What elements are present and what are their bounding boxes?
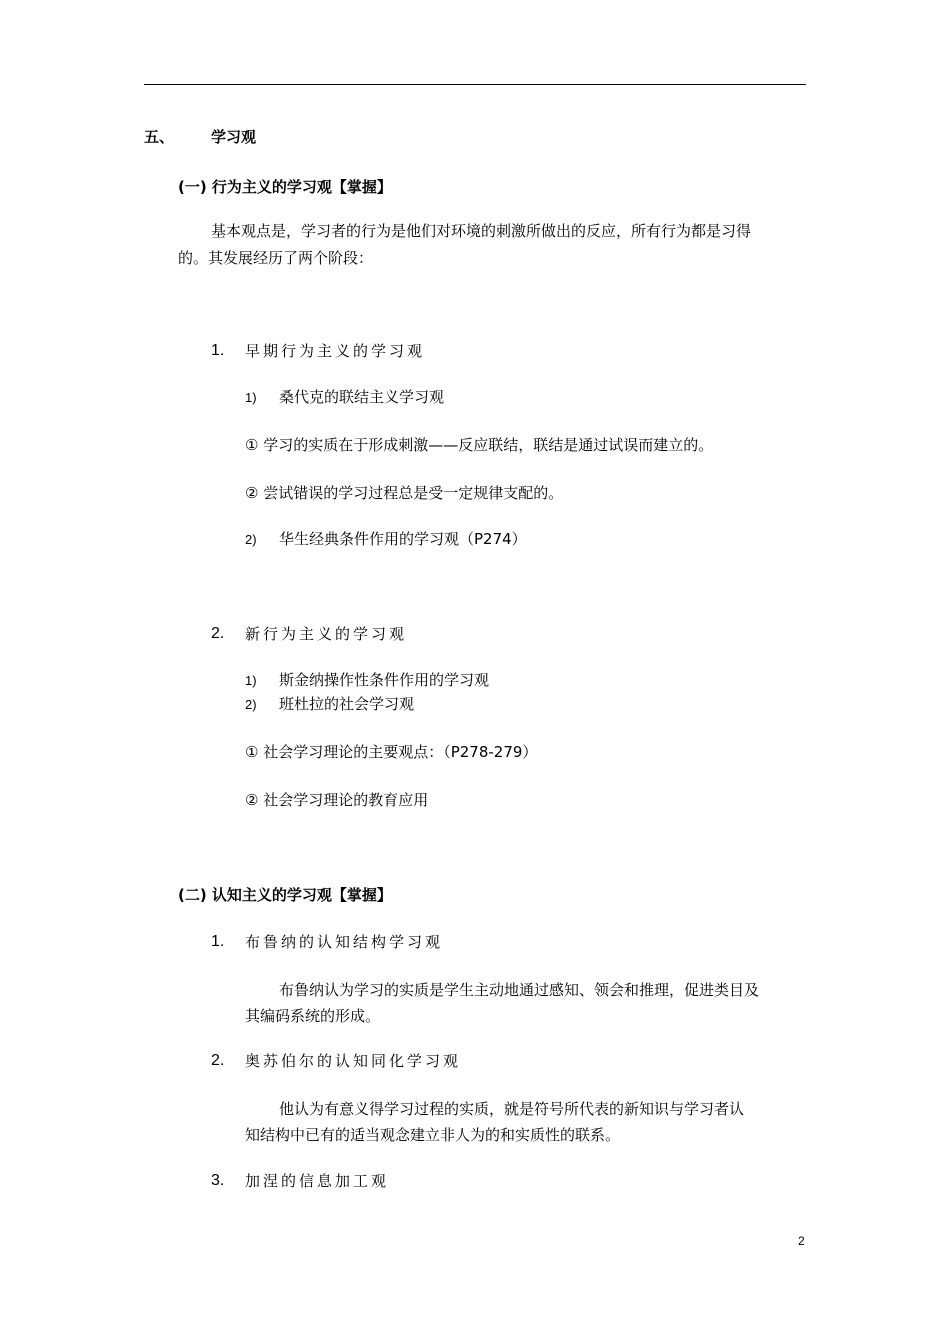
part1-item2-sub1-number: 1) — [245, 673, 257, 688]
part2-heading: (二) 认知主义的学习观【掌握】 — [178, 886, 392, 904]
part2-item2-title: 奥苏伯尔的认知同化学习观 — [245, 1052, 462, 1070]
part2-item1-title: 布鲁纳的认知结构学习观 — [245, 933, 444, 951]
part1-intro-line2: 的。其发展经历了两个阶段： — [178, 249, 374, 267]
section-number: 五、 — [144, 128, 175, 146]
part1-item2-point1: ① 社会学习理论的主要观点：（P278-279） — [245, 743, 538, 761]
part1-item1-sub1-text: 桑代克的联结主义学习观 — [279, 388, 445, 406]
part1-heading: (一) 行为主义的学习观【掌握】 — [178, 178, 392, 196]
part2-item3-title: 加涅的信息加工观 — [245, 1172, 390, 1190]
part1-item2-sub2-text: 班杜拉的社会学习观 — [279, 695, 415, 713]
part2-item1-desc-line1: 布鲁纳认为学习的实质是学生主动地通过感知、领会和推理，促进类目及 — [279, 981, 760, 999]
part1-item1-point1: ① 学习的实质在于形成刺激——反应联结，联结是通过试误而建立的。 — [245, 436, 714, 454]
part1-item1-sub2-number: 2) — [245, 532, 257, 547]
part1-item1-title: 早期行为主义的学习观 — [245, 342, 426, 360]
part2-item2-desc-line2: 知结构中已有的适当观念建立非人为的和实质性的联系。 — [245, 1126, 621, 1144]
part2-item3-number: 3. — [211, 1172, 225, 1189]
part1-item1-sub2-text: 华生经典条件作用的学习观（P274） — [279, 530, 527, 548]
part2-item1-number: 1. — [211, 933, 225, 950]
part1-item1-sub1-number: 1) — [245, 390, 257, 405]
part1-item1-number: 1. — [211, 342, 225, 359]
part1-item2-point2: ② 社会学习理论的教育应用 — [245, 791, 429, 809]
part1-intro-line1: 基本观点是，学习者的行为是他们对环境的刺激所做出的反应，所有行为都是习得 — [211, 222, 752, 240]
part1-item2-sub2-number: 2) — [245, 697, 257, 712]
part1-item2-title: 新行为主义的学习观 — [245, 625, 408, 643]
header-rule — [144, 84, 806, 85]
part1-item1-point2: ② 尝试错误的学习过程总是受一定规律支配的。 — [245, 484, 564, 502]
part2-item2-number: 2. — [211, 1052, 225, 1069]
part2-item1-desc-line2: 其编码系统的形成。 — [245, 1007, 381, 1025]
part1-item2-sub1-text: 斯金纳操作性条件作用的学习观 — [279, 671, 490, 689]
part2-item2-desc-line1: 他认为有意义得学习过程的实质，就是符号所代表的新知识与学习者认 — [279, 1100, 745, 1118]
part1-item2-number: 2. — [211, 625, 225, 642]
page-number: 2 — [798, 1234, 805, 1248]
section-title: 学习观 — [211, 128, 257, 146]
